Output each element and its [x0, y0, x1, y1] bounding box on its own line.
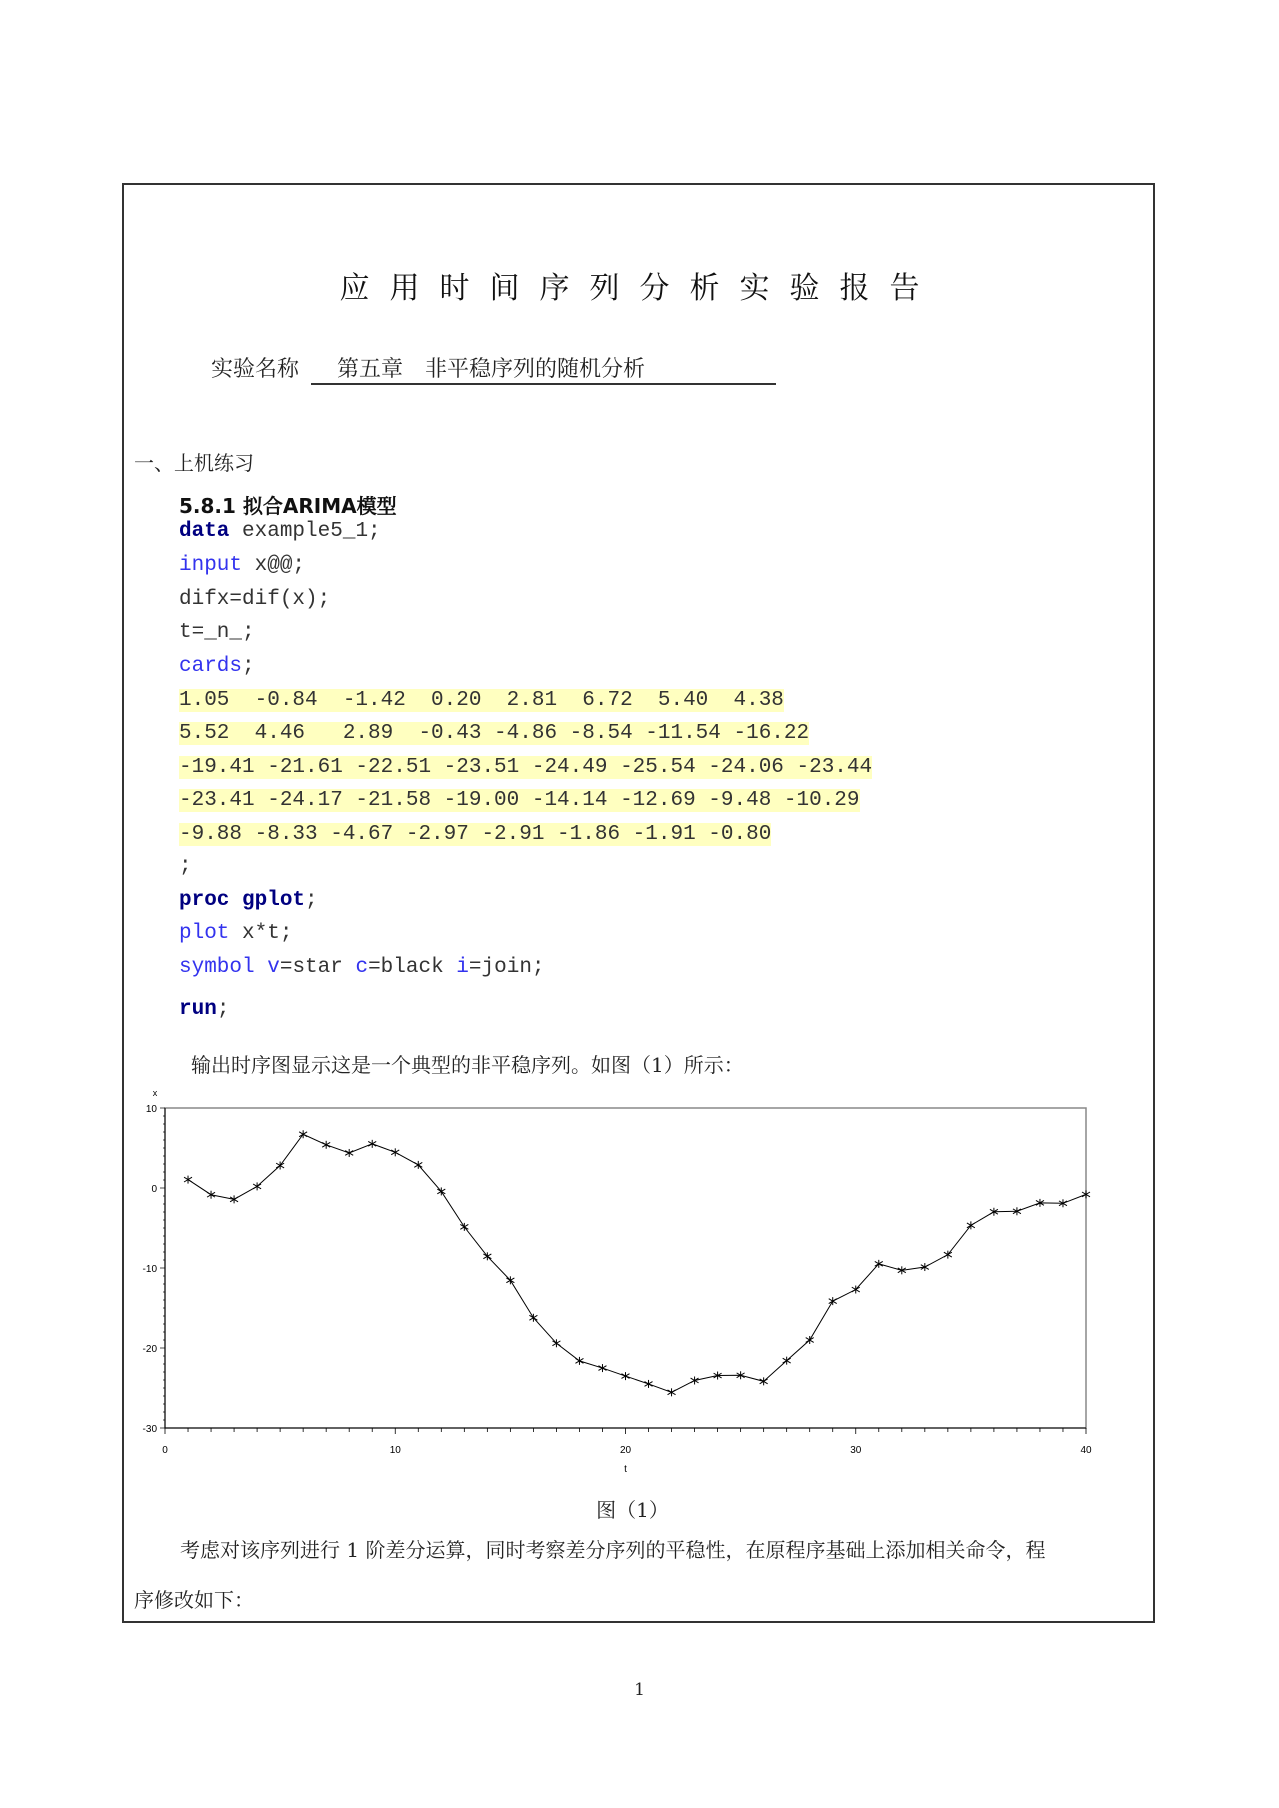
code-keyword: cards	[179, 655, 243, 678]
code-line	[179, 655, 255, 678]
cards-line	[179, 823, 771, 846]
experiment-label: 实验名称	[211, 357, 300, 382]
x-tick-label: 40	[1080, 1445, 1092, 1456]
cards-line	[179, 789, 860, 812]
code-line	[179, 998, 229, 1021]
code-text: ;	[242, 655, 255, 678]
y-tick-label: -10	[142, 1264, 157, 1275]
data-point	[1082, 1190, 1090, 1198]
code-line: difx=dif(x);	[179, 588, 331, 611]
code-keyword: data	[179, 520, 230, 543]
report-title: 应用时间序列分析实验报告	[339, 271, 940, 306]
data-point	[368, 1140, 376, 1148]
cards-values: 5.52 4.46 2.89 -0.43 -4.86 -8.54 -11.54 -16.22	[179, 722, 810, 745]
y-tick-label: 0	[151, 1184, 157, 1195]
code-keyword: i	[456, 956, 469, 979]
data-point	[184, 1176, 192, 1184]
y-tick-label: -30	[142, 1424, 157, 1435]
intro-text: 输出时序图显示这是一个典型的非平稳序列。如图（1）所示：	[191, 1053, 744, 1077]
code-keyword: run	[179, 998, 217, 1021]
figure-caption: 图（1）	[596, 1498, 669, 1522]
cards-values: -23.41 -24.17 -21.58 -19.00 -14.14 -12.69 -9.48 -10.29	[179, 789, 860, 812]
code-text: ;	[305, 889, 318, 912]
experiment-value: 第五章 非平稳序列的随机分析	[311, 352, 776, 385]
cards-values: -19.41 -21.61 -22.51 -23.51 -24.49 -25.54 -24.06 -23.44	[179, 756, 873, 779]
code-text: x@@;	[242, 554, 306, 577]
page-number: 1	[634, 1680, 645, 1700]
data-point	[299, 1130, 307, 1138]
code-line	[179, 554, 305, 577]
x-axis-label: t	[624, 1464, 627, 1475]
experiment-name	[211, 352, 776, 385]
code-text: example5_1;	[229, 520, 381, 543]
section-heading: 一、上机练习	[134, 451, 254, 475]
paragraph-line: 考虑对该序列进行 1 阶差分运算，同时考察差分序列的平稳性，在原程序基础上添加相关命令，程	[180, 1538, 1046, 1562]
x-tick-label: 0	[162, 1445, 168, 1456]
code-text: =black	[368, 956, 457, 979]
code-line: t=_n_;	[179, 621, 255, 644]
data-point	[230, 1195, 238, 1203]
y-tick-label: 10	[145, 1104, 157, 1115]
series-line	[188, 1134, 1086, 1392]
code-keyword: plot	[179, 922, 230, 945]
cards-values: 1.05 -0.84 -1.42 0.20 2.81 6.72 5.40 4.38	[179, 689, 784, 712]
data-point	[645, 1380, 653, 1388]
code-text: =join;	[468, 956, 545, 979]
cards-values: -9.88 -8.33 -4.67 -2.97 -2.91 -1.86 -1.91 -0.80	[179, 823, 772, 846]
x-tick-label: 20	[619, 1445, 632, 1456]
subsection-heading: 5.8.1 拟合ARIMA模型	[179, 494, 397, 518]
code-line	[179, 520, 381, 543]
code-text: =star	[279, 956, 356, 979]
x-tick-label: 10	[389, 1445, 401, 1456]
code-keyword: input	[179, 554, 243, 577]
data-point	[691, 1376, 699, 1384]
data-point	[598, 1364, 606, 1372]
code-keyword: symbol	[179, 956, 255, 979]
time-series-chart	[125, 1088, 1115, 1488]
code-keyword: c	[355, 956, 369, 979]
x-tick-label: 30	[850, 1445, 862, 1456]
data-point	[575, 1357, 583, 1365]
data-point	[345, 1149, 353, 1157]
y-tick-label: -20	[142, 1344, 157, 1355]
code-text: ;	[216, 998, 230, 1021]
code-line	[179, 956, 545, 979]
cards-line	[179, 722, 809, 745]
code-keyword: proc gplot	[179, 889, 306, 912]
code-line	[179, 889, 318, 912]
data-point	[322, 1141, 330, 1149]
data-point	[829, 1297, 837, 1305]
code-line	[179, 922, 292, 945]
cards-line	[179, 689, 784, 712]
data-point	[668, 1388, 676, 1396]
data-point	[391, 1148, 399, 1156]
paragraph-line: 序修改如下：	[134, 1588, 254, 1612]
code-keyword: v	[254, 956, 280, 979]
code-line: ;	[179, 855, 192, 878]
code-text: x*t;	[229, 922, 293, 945]
data-point	[622, 1372, 630, 1380]
y-axis-label: x	[152, 1088, 158, 1098]
cards-line	[179, 756, 872, 779]
data-point	[207, 1191, 215, 1199]
